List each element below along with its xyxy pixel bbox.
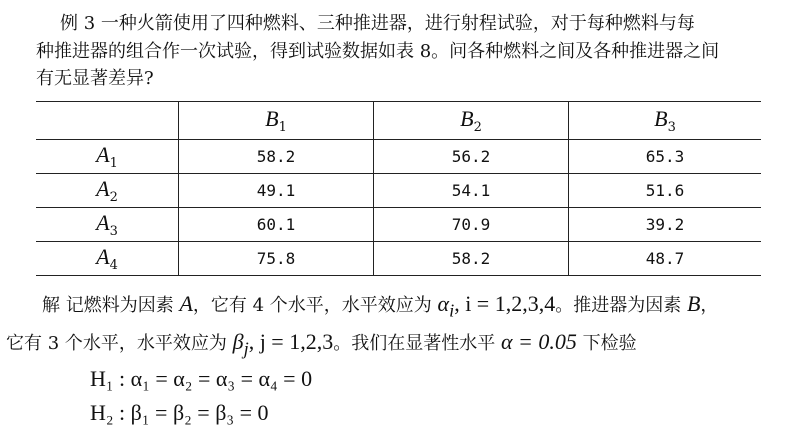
row-header — [36, 174, 179, 208]
solution-line-2 — [6, 330, 806, 360]
index-i: i — [449, 300, 455, 321]
factor-a-symbol: A — [179, 291, 193, 316]
row-header — [36, 208, 179, 242]
column-letter: B — [265, 106, 279, 131]
solution-text: 它有 3 个水平，水平效应为 — [6, 333, 233, 354]
row-sub: 3 — [109, 224, 118, 239]
table-cell: 39.2 — [569, 208, 762, 242]
data-table — [36, 101, 761, 276]
table-row — [36, 242, 761, 276]
table-row — [36, 140, 761, 174]
solution-line-1 — [42, 292, 810, 322]
row-sub: 1 — [109, 156, 118, 171]
row-header — [36, 242, 179, 276]
table-cell: 58.2 — [179, 140, 374, 174]
hypothesis-h2: H₂ : β₁ = β₂ = β₃ = 0 — [90, 400, 269, 425]
solution-text: 下检验 — [576, 333, 637, 354]
column-letter: B — [654, 106, 668, 131]
table-cell: 54.1 — [374, 174, 569, 208]
row-letter: A — [96, 244, 110, 269]
problem-line-3: 有无显著差异? — [36, 68, 154, 89]
table-cell: 60.1 — [179, 208, 374, 242]
column-header — [179, 102, 374, 140]
factor-b-symbol: B — [686, 291, 701, 316]
index-j: j — [243, 338, 249, 359]
row-letter: A — [96, 210, 110, 235]
table-header-row — [36, 102, 761, 140]
table-row — [36, 174, 761, 208]
solution-text: 解 记燃料为因素 — [42, 295, 180, 316]
table-cell: 58.2 — [374, 242, 569, 276]
table-cell: 65.3 — [569, 140, 762, 174]
table-row — [36, 208, 761, 242]
solution-text: ， — [700, 295, 719, 316]
table-cell: 56.2 — [374, 140, 569, 174]
solution-text: ，它有 4 个水平，水平效应为 — [192, 295, 438, 316]
alpha-symbol: α — [437, 291, 450, 316]
index-range: , j = 1,2,3 — [248, 329, 334, 354]
problem-line-2: 种推进器的组合作一次试验，得到试验数据如表 8。问各种燃料之间及各种推进器之间 — [36, 41, 720, 62]
solution-text: 。我们在显著性水平 — [333, 333, 501, 354]
header-empty-cell — [36, 102, 179, 140]
column-sub: 1 — [278, 120, 287, 135]
column-sub: 2 — [473, 120, 482, 135]
table-cell: 48.7 — [569, 242, 762, 276]
solution-text: 。推进器为因素 — [555, 295, 687, 316]
column-letter: B — [460, 106, 474, 131]
table-cell: 49.1 — [179, 174, 374, 208]
table-cell: 51.6 — [569, 174, 762, 208]
row-sub: 2 — [109, 190, 118, 205]
problem-line-1: 例 3 一种火箭使用了四种燃料、三种推进器，进行射程试验，对于每种燃料与每 — [60, 13, 695, 34]
beta-symbol: β — [232, 329, 244, 354]
row-sub: 4 — [109, 258, 118, 273]
table-cell: 70.9 — [374, 208, 569, 242]
row-letter: A — [96, 176, 110, 201]
significance-level: α = 0.05 — [500, 329, 577, 354]
index-range: , i = 1,2,3,4 — [454, 291, 556, 316]
table-cell: 75.8 — [179, 242, 374, 276]
row-header — [36, 140, 179, 174]
hypothesis-h1: H₁ : α₁ = α₂ = α₃ = α₄ = 0 — [90, 366, 313, 391]
column-header — [374, 102, 569, 140]
column-sub: 3 — [667, 120, 676, 135]
column-header — [569, 102, 762, 140]
row-letter: A — [96, 142, 110, 167]
